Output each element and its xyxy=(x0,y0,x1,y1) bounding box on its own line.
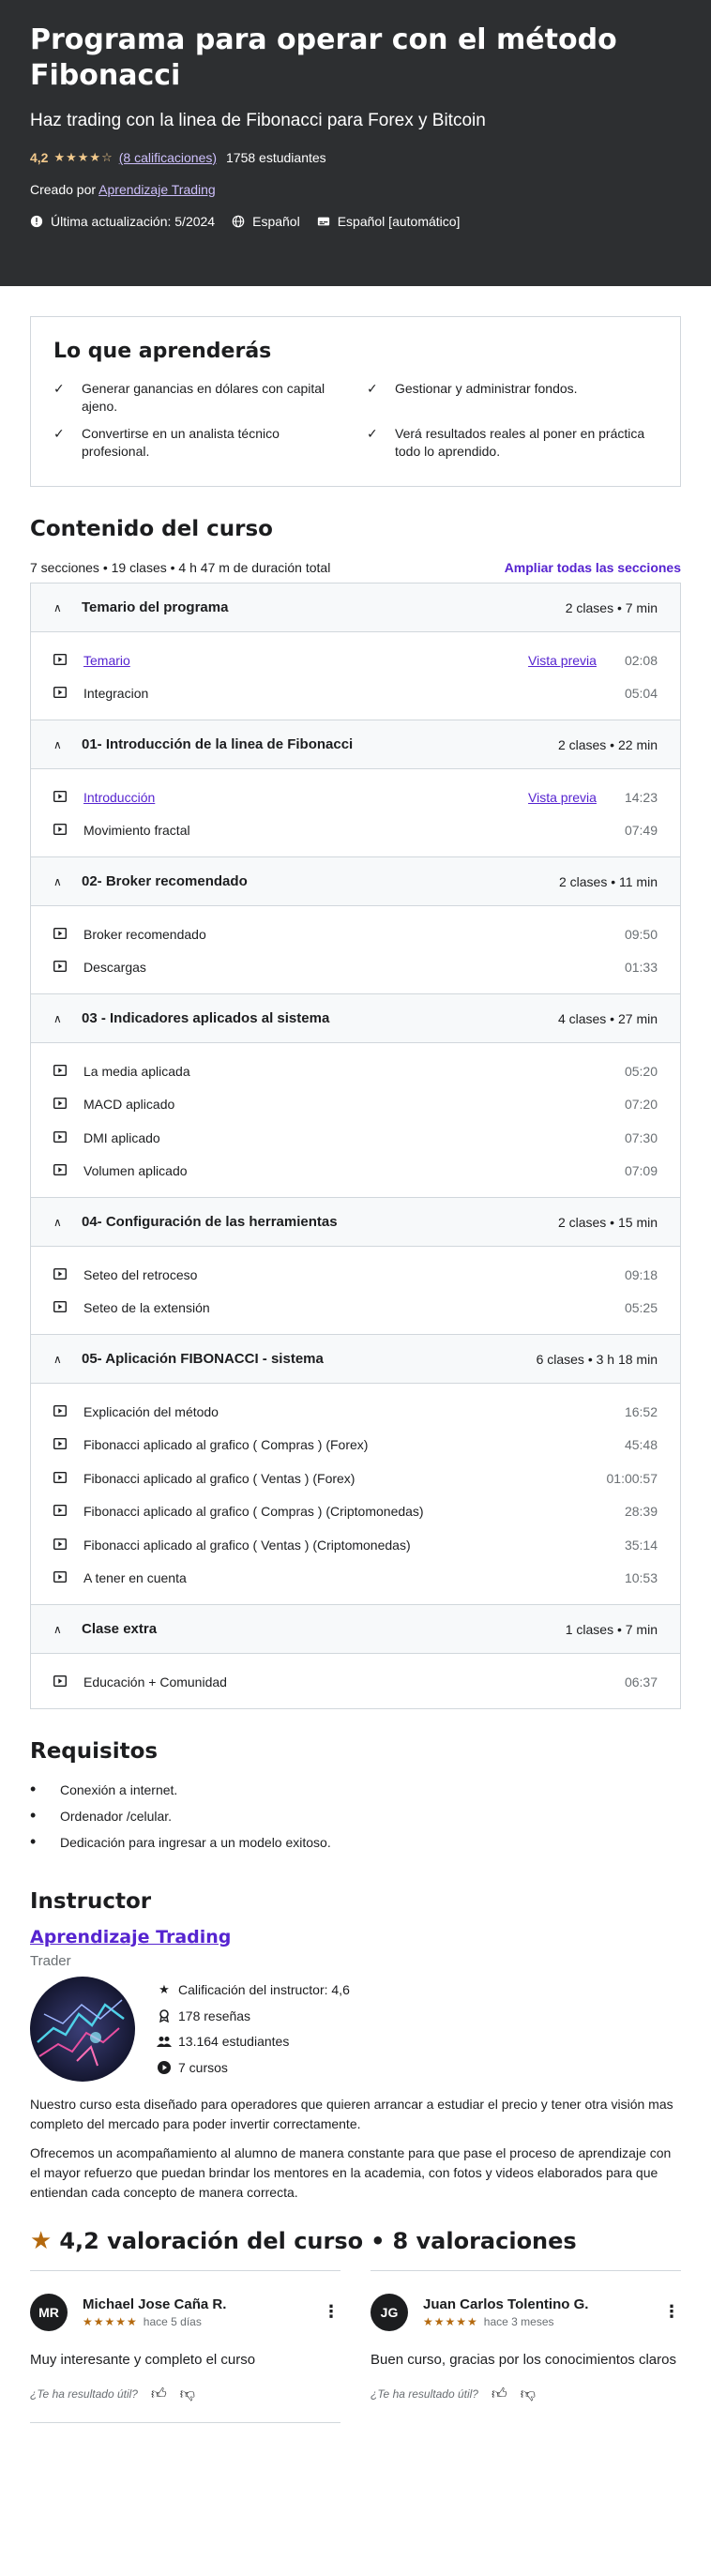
review-date: hace 3 meses xyxy=(483,2314,554,2328)
video-icon xyxy=(53,1163,83,1178)
learn-item xyxy=(53,380,344,416)
requirements-list xyxy=(30,1777,681,1856)
instructor-reviews xyxy=(150,2003,350,2029)
lecture-title: Educación + Comunidad xyxy=(83,1674,227,1690)
section-meta: 4 clases • 27 min xyxy=(557,1010,658,1026)
review-meta xyxy=(83,2315,322,2328)
review-card xyxy=(371,2270,681,2423)
reviews-title xyxy=(30,2227,681,2255)
lecture-title[interactable]: Temario xyxy=(83,652,130,668)
more-options-icon[interactable]: ⋮ xyxy=(663,2302,680,2321)
lecture-duration: 07:20 xyxy=(624,1097,658,1113)
review-text: Muy interesante y completo el curso xyxy=(30,2351,256,2368)
lecture-duration: 16:52 xyxy=(624,1403,658,1419)
rating-stars-icon: ★★★★☆ xyxy=(53,150,113,164)
lecture-duration: 05:04 xyxy=(624,686,658,702)
review-date: hace 5 días xyxy=(143,2314,202,2328)
bullet-icon: • xyxy=(30,1780,37,1798)
bullet-icon: • xyxy=(30,1806,37,1825)
video-icon xyxy=(53,653,83,668)
course-captions xyxy=(317,214,461,229)
section-lectures xyxy=(31,632,680,720)
thumbs-up-icon[interactable]: 👍︎ xyxy=(150,2386,167,2402)
lecture-title[interactable]: Introducción xyxy=(83,789,156,805)
learn-item-text: Gestionar y administrar fondos. xyxy=(395,381,578,396)
lecture-title: Movimiento fractal xyxy=(83,823,190,839)
learn-title: Lo que aprenderás xyxy=(53,340,272,363)
lecture-title: Explicación del método xyxy=(83,1403,219,1419)
check-icon: ✓ xyxy=(53,426,65,441)
lecture-title: La media aplicada xyxy=(83,1063,190,1079)
requirement-text: Ordenador /celular. xyxy=(60,1808,173,1824)
requirement-item xyxy=(30,1777,681,1803)
lecture-duration: 06:37 xyxy=(624,1674,658,1690)
lecture-item xyxy=(53,1395,658,1429)
lecture-duration: 07:30 xyxy=(624,1129,658,1145)
lecture-duration: 09:18 xyxy=(624,1266,658,1282)
review-text: Buen curso, gracias por los conocimientos claros xyxy=(371,2351,676,2368)
learn-item-text: Generar ganancias en dólares con capital ajeno. xyxy=(82,381,325,414)
check-icon: ✓ xyxy=(367,426,378,441)
star-icon: ★ xyxy=(30,2226,53,2255)
lecture-duration: 14:23 xyxy=(624,789,658,805)
section-header[interactable] xyxy=(31,857,680,906)
section-meta: 6 clases • 3 h 18 min xyxy=(536,1351,658,1367)
lecture-item xyxy=(53,1562,658,1596)
more-options-icon[interactable]: ⋮ xyxy=(323,2302,340,2321)
video-icon xyxy=(53,823,83,838)
captions-text: Español [automático] xyxy=(337,214,461,229)
preview-link[interactable]: Vista previa xyxy=(528,789,597,805)
helpful-label: ¿Te ha resultado útil? xyxy=(371,2387,478,2401)
lecture-title: Volumen aplicado xyxy=(83,1163,188,1179)
chevron-up-icon: ∧ xyxy=(53,874,62,888)
award-icon xyxy=(150,2009,178,2023)
created-by xyxy=(30,182,681,197)
course-language xyxy=(232,214,300,229)
rating-row xyxy=(30,150,681,165)
lecture-title: Broker recomendado xyxy=(83,926,206,942)
section-lectures xyxy=(31,1654,680,1708)
requirement-text: Dedicación para ingresar a un modelo exitoso. xyxy=(60,1834,331,1850)
section-header[interactable] xyxy=(31,1605,680,1654)
lecture-title: DMI aplicado xyxy=(83,1129,160,1145)
lecture-title: Fibonacci aplicado al grafico ( Compras ) (Criptomonedas) xyxy=(83,1504,424,1520)
review-header xyxy=(30,2294,340,2331)
instructor-rating xyxy=(150,1977,350,2004)
instructor-avatar[interactable] xyxy=(30,1977,135,2082)
instructor-overview xyxy=(30,1977,681,2082)
reviewer-avatar: MR xyxy=(30,2294,68,2331)
requirement-text: Conexión a internet. xyxy=(60,1781,178,1797)
section-lectures xyxy=(31,906,680,994)
lecture-duration: 05:20 xyxy=(624,1063,658,1079)
section-title: 02- Broker recomendado xyxy=(82,873,248,889)
lecture-duration: 09:50 xyxy=(624,926,658,942)
lecture-item xyxy=(53,1121,658,1155)
chevron-up-icon: ∧ xyxy=(53,1352,62,1366)
video-icon xyxy=(53,1097,83,1112)
requirement-item xyxy=(30,1829,681,1856)
instructor-name-link[interactable]: Aprendizaje Trading xyxy=(30,1926,232,1947)
lecture-duration: 28:39 xyxy=(624,1504,658,1520)
lecture-duration: 01:33 xyxy=(624,960,658,976)
check-icon: ✓ xyxy=(367,381,378,396)
video-icon xyxy=(53,1130,83,1145)
created-by-label: Creado por xyxy=(30,182,97,197)
chevron-up-icon: ∧ xyxy=(53,737,62,751)
learn-item-text: Convertirse en un analista técnico profesional. xyxy=(82,426,280,459)
section-title: Clase extra xyxy=(82,1621,158,1637)
lecture-title: Fibonacci aplicado al grafico ( Compras ) (Forex) xyxy=(83,1437,369,1453)
lecture-duration: 01:00:57 xyxy=(606,1470,658,1486)
instructor-bio-paragraph: Nuestro curso esta diseñado para operadores que quieren arrancar a estudiar el precio y tener otra visión mas completo del mercado para poder invertir correctamente. xyxy=(30,2096,673,2131)
ratings-count-link[interactable]: (8 calificaciones) xyxy=(118,150,218,165)
lecture-item xyxy=(53,917,658,951)
instructor-bio xyxy=(30,2095,681,2203)
video-icon xyxy=(53,1504,83,1519)
reviewer-avatar: JG xyxy=(371,2294,408,2331)
section-header[interactable] xyxy=(31,1198,680,1247)
review-header xyxy=(371,2294,681,2331)
author-link[interactable]: Aprendizaje Trading xyxy=(98,182,216,197)
lecture-item xyxy=(53,1528,658,1562)
separator-dot: • xyxy=(371,2227,386,2254)
lecture-item[interactable] xyxy=(53,644,658,677)
lecture-duration: 35:14 xyxy=(624,1537,658,1553)
expand-all-button[interactable]: Ampliar todas las secciones xyxy=(504,560,681,575)
play-circle-icon xyxy=(150,2061,178,2074)
globe-icon xyxy=(232,215,245,228)
instructor-role: Trader xyxy=(30,1952,71,1969)
video-icon xyxy=(53,1471,83,1486)
lecture-item xyxy=(53,1155,658,1189)
section-lectures xyxy=(31,1043,680,1198)
lecture-item xyxy=(53,1292,658,1326)
instructor-students xyxy=(150,2029,350,2055)
section-title: 01- Introducción de la linea de Fibonacci xyxy=(82,736,354,752)
video-icon xyxy=(53,686,83,701)
curriculum-bar xyxy=(30,560,681,575)
section-meta: 1 clases • 7 min xyxy=(565,1621,658,1637)
star-icon: ★ xyxy=(159,1982,170,1997)
lecture-duration: 05:25 xyxy=(624,1300,658,1316)
video-icon xyxy=(53,790,83,805)
section-meta: 2 clases • 7 min xyxy=(565,599,658,615)
thumbs-down-icon[interactable]: 👎︎ xyxy=(179,2386,195,2402)
lecture-item xyxy=(53,1054,658,1088)
lecture-title: Fibonacci aplicado al grafico ( Ventas ) (Criptomonedas) xyxy=(83,1537,411,1553)
instructor-title: Instructor xyxy=(30,1888,152,1914)
requirements-title: Requisitos xyxy=(30,1738,159,1764)
video-icon xyxy=(53,1437,83,1452)
lecture-item xyxy=(53,1258,658,1292)
lecture-title: Seteo de la extensión xyxy=(83,1300,210,1316)
last-updated-text: Última actualización: 5/2024 xyxy=(51,214,216,229)
learn-item xyxy=(53,425,344,461)
section-title: 05- Aplicación FIBONACCI - sistema xyxy=(82,1351,324,1367)
chevron-up-icon: ∧ xyxy=(53,1215,62,1229)
section-title: 04- Configuración de las herramientas xyxy=(82,1214,338,1230)
lecture-duration: 45:48 xyxy=(624,1437,658,1453)
rating-value: 4,2 xyxy=(30,150,49,165)
curriculum-sections xyxy=(30,583,681,1709)
video-icon xyxy=(53,1404,83,1419)
video-icon xyxy=(53,1064,83,1079)
course-title: Programa para operar con el método Fibonacci xyxy=(30,23,617,92)
reviewer-name: Juan Carlos Tolentino G. xyxy=(423,2296,589,2312)
curriculum-title: Contenido del curso xyxy=(30,517,273,541)
lecture-duration: 07:49 xyxy=(624,823,658,839)
language-text: Español xyxy=(252,214,300,229)
section-lectures xyxy=(31,1384,680,1605)
lecture-item xyxy=(53,1495,658,1529)
reviewer-info xyxy=(423,2296,662,2328)
lecture-item xyxy=(53,814,658,848)
thumbs-up-icon[interactable]: 👍︎ xyxy=(491,2386,507,2402)
reviewer-info xyxy=(83,2296,322,2328)
review-card xyxy=(30,2270,340,2423)
reviews-grid xyxy=(30,2270,681,2423)
instructor-rating-text: Calificación del instructor: 4,6 xyxy=(178,1982,350,1998)
lecture-item xyxy=(53,1429,658,1462)
requirement-item xyxy=(30,1803,681,1829)
alert-badge-icon xyxy=(30,215,43,228)
lecture-item xyxy=(53,1462,658,1495)
thumbs-down-icon[interactable]: 👎︎ xyxy=(520,2386,536,2402)
review-helpful xyxy=(371,2386,681,2403)
lecture-title: Integracion xyxy=(83,686,149,702)
captions-icon xyxy=(317,215,330,228)
lecture-title: MACD aplicado xyxy=(83,1097,175,1113)
section-header[interactable] xyxy=(31,720,680,769)
reviews-score: 4,2 valoración del curso xyxy=(59,2227,364,2254)
what-you-will-learn xyxy=(30,316,681,487)
users-icon xyxy=(150,2036,178,2047)
video-icon xyxy=(53,1674,83,1690)
students-count: 1758 estudiantes xyxy=(226,150,326,165)
instructor-courses-text: 7 cursos xyxy=(178,2059,228,2075)
video-icon xyxy=(53,927,83,942)
chevron-up-icon: ∧ xyxy=(53,1011,62,1025)
lecture-item xyxy=(53,1088,658,1122)
lecture-title: Descargas xyxy=(83,960,146,976)
learn-item xyxy=(367,425,658,461)
instructor-reviews-text: 178 reseñas xyxy=(178,2008,251,2023)
section-header[interactable] xyxy=(31,1335,680,1384)
lecture-item xyxy=(53,951,658,985)
chevron-up-icon: ∧ xyxy=(53,600,62,614)
learn-item-text: Verá resultados reales al poner en práctica todo lo aprendido. xyxy=(395,426,645,459)
bullet-icon: • xyxy=(30,1832,37,1851)
instructor-students-text: 13.164 estudiantes xyxy=(178,2034,290,2050)
lecture-duration: 10:53 xyxy=(624,1570,658,1586)
helpful-label: ¿Te ha resultado útil? xyxy=(30,2387,138,2401)
instructor-stats xyxy=(150,1977,350,2081)
course-meta xyxy=(30,214,681,229)
divider xyxy=(30,2422,340,2423)
instructor-bio-paragraph: Ofrecemos un acompañamiento al alumno de manera constante para que pase el proceso de aprendizaje con el mayor refuerzo que puedan brindar los mentores en la academia, con fotos y videos elaborados para que entiendan cada concepto de manera correcta. xyxy=(30,2144,672,2200)
section-title: Temario del programa xyxy=(82,599,229,615)
section-header[interactable] xyxy=(31,994,680,1043)
video-icon xyxy=(53,960,83,975)
section-header[interactable] xyxy=(31,583,680,632)
course-subtitle: Haz trading con la linea de Fibonacci para Forex y Bitcoin xyxy=(30,111,486,130)
review-stars-icon: ★★★★★ xyxy=(83,2314,138,2328)
reviewer-name: Michael Jose Caña R. xyxy=(83,2296,227,2312)
lecture-item[interactable] xyxy=(53,780,658,814)
check-icon: ✓ xyxy=(53,381,65,396)
lecture-item xyxy=(53,677,658,711)
video-icon xyxy=(53,1570,83,1585)
review-stars-icon: ★★★★★ xyxy=(423,2314,478,2328)
section-meta: 2 clases • 15 min xyxy=(557,1214,658,1230)
lecture-duration: 07:09 xyxy=(624,1163,658,1179)
curriculum-summary: 7 secciones • 19 clases • 4 h 47 m de duración total xyxy=(30,560,331,575)
learn-grid xyxy=(53,380,658,461)
video-icon xyxy=(53,1300,83,1315)
preview-link[interactable]: Vista previa xyxy=(528,652,597,668)
review-helpful xyxy=(30,2386,340,2403)
section-title: 03 - Indicadores aplicados al sistema xyxy=(82,1010,330,1026)
video-icon xyxy=(53,1267,83,1282)
section-meta: 2 clases • 11 min xyxy=(558,873,658,889)
section-lectures xyxy=(31,769,680,857)
reviews-count: 8 valoraciones xyxy=(392,2227,577,2254)
last-updated xyxy=(30,214,215,229)
video-icon xyxy=(53,1538,83,1553)
course-header xyxy=(0,0,711,286)
review-meta xyxy=(423,2315,662,2328)
lecture-title: A tener en cuenta xyxy=(83,1570,187,1586)
instructor-courses xyxy=(150,2054,350,2081)
learn-item xyxy=(367,380,658,416)
lecture-item xyxy=(53,1665,658,1699)
instructor-avatar-image xyxy=(30,1977,135,2082)
section-lectures xyxy=(31,1247,680,1335)
lecture-duration: 02:08 xyxy=(624,652,658,668)
lecture-title: Fibonacci aplicado al grafico ( Ventas ) (Forex) xyxy=(83,1470,356,1486)
section-meta: 2 clases • 22 min xyxy=(557,736,658,752)
lecture-title: Seteo del retroceso xyxy=(83,1266,198,1282)
chevron-up-icon: ∧ xyxy=(53,1622,62,1636)
